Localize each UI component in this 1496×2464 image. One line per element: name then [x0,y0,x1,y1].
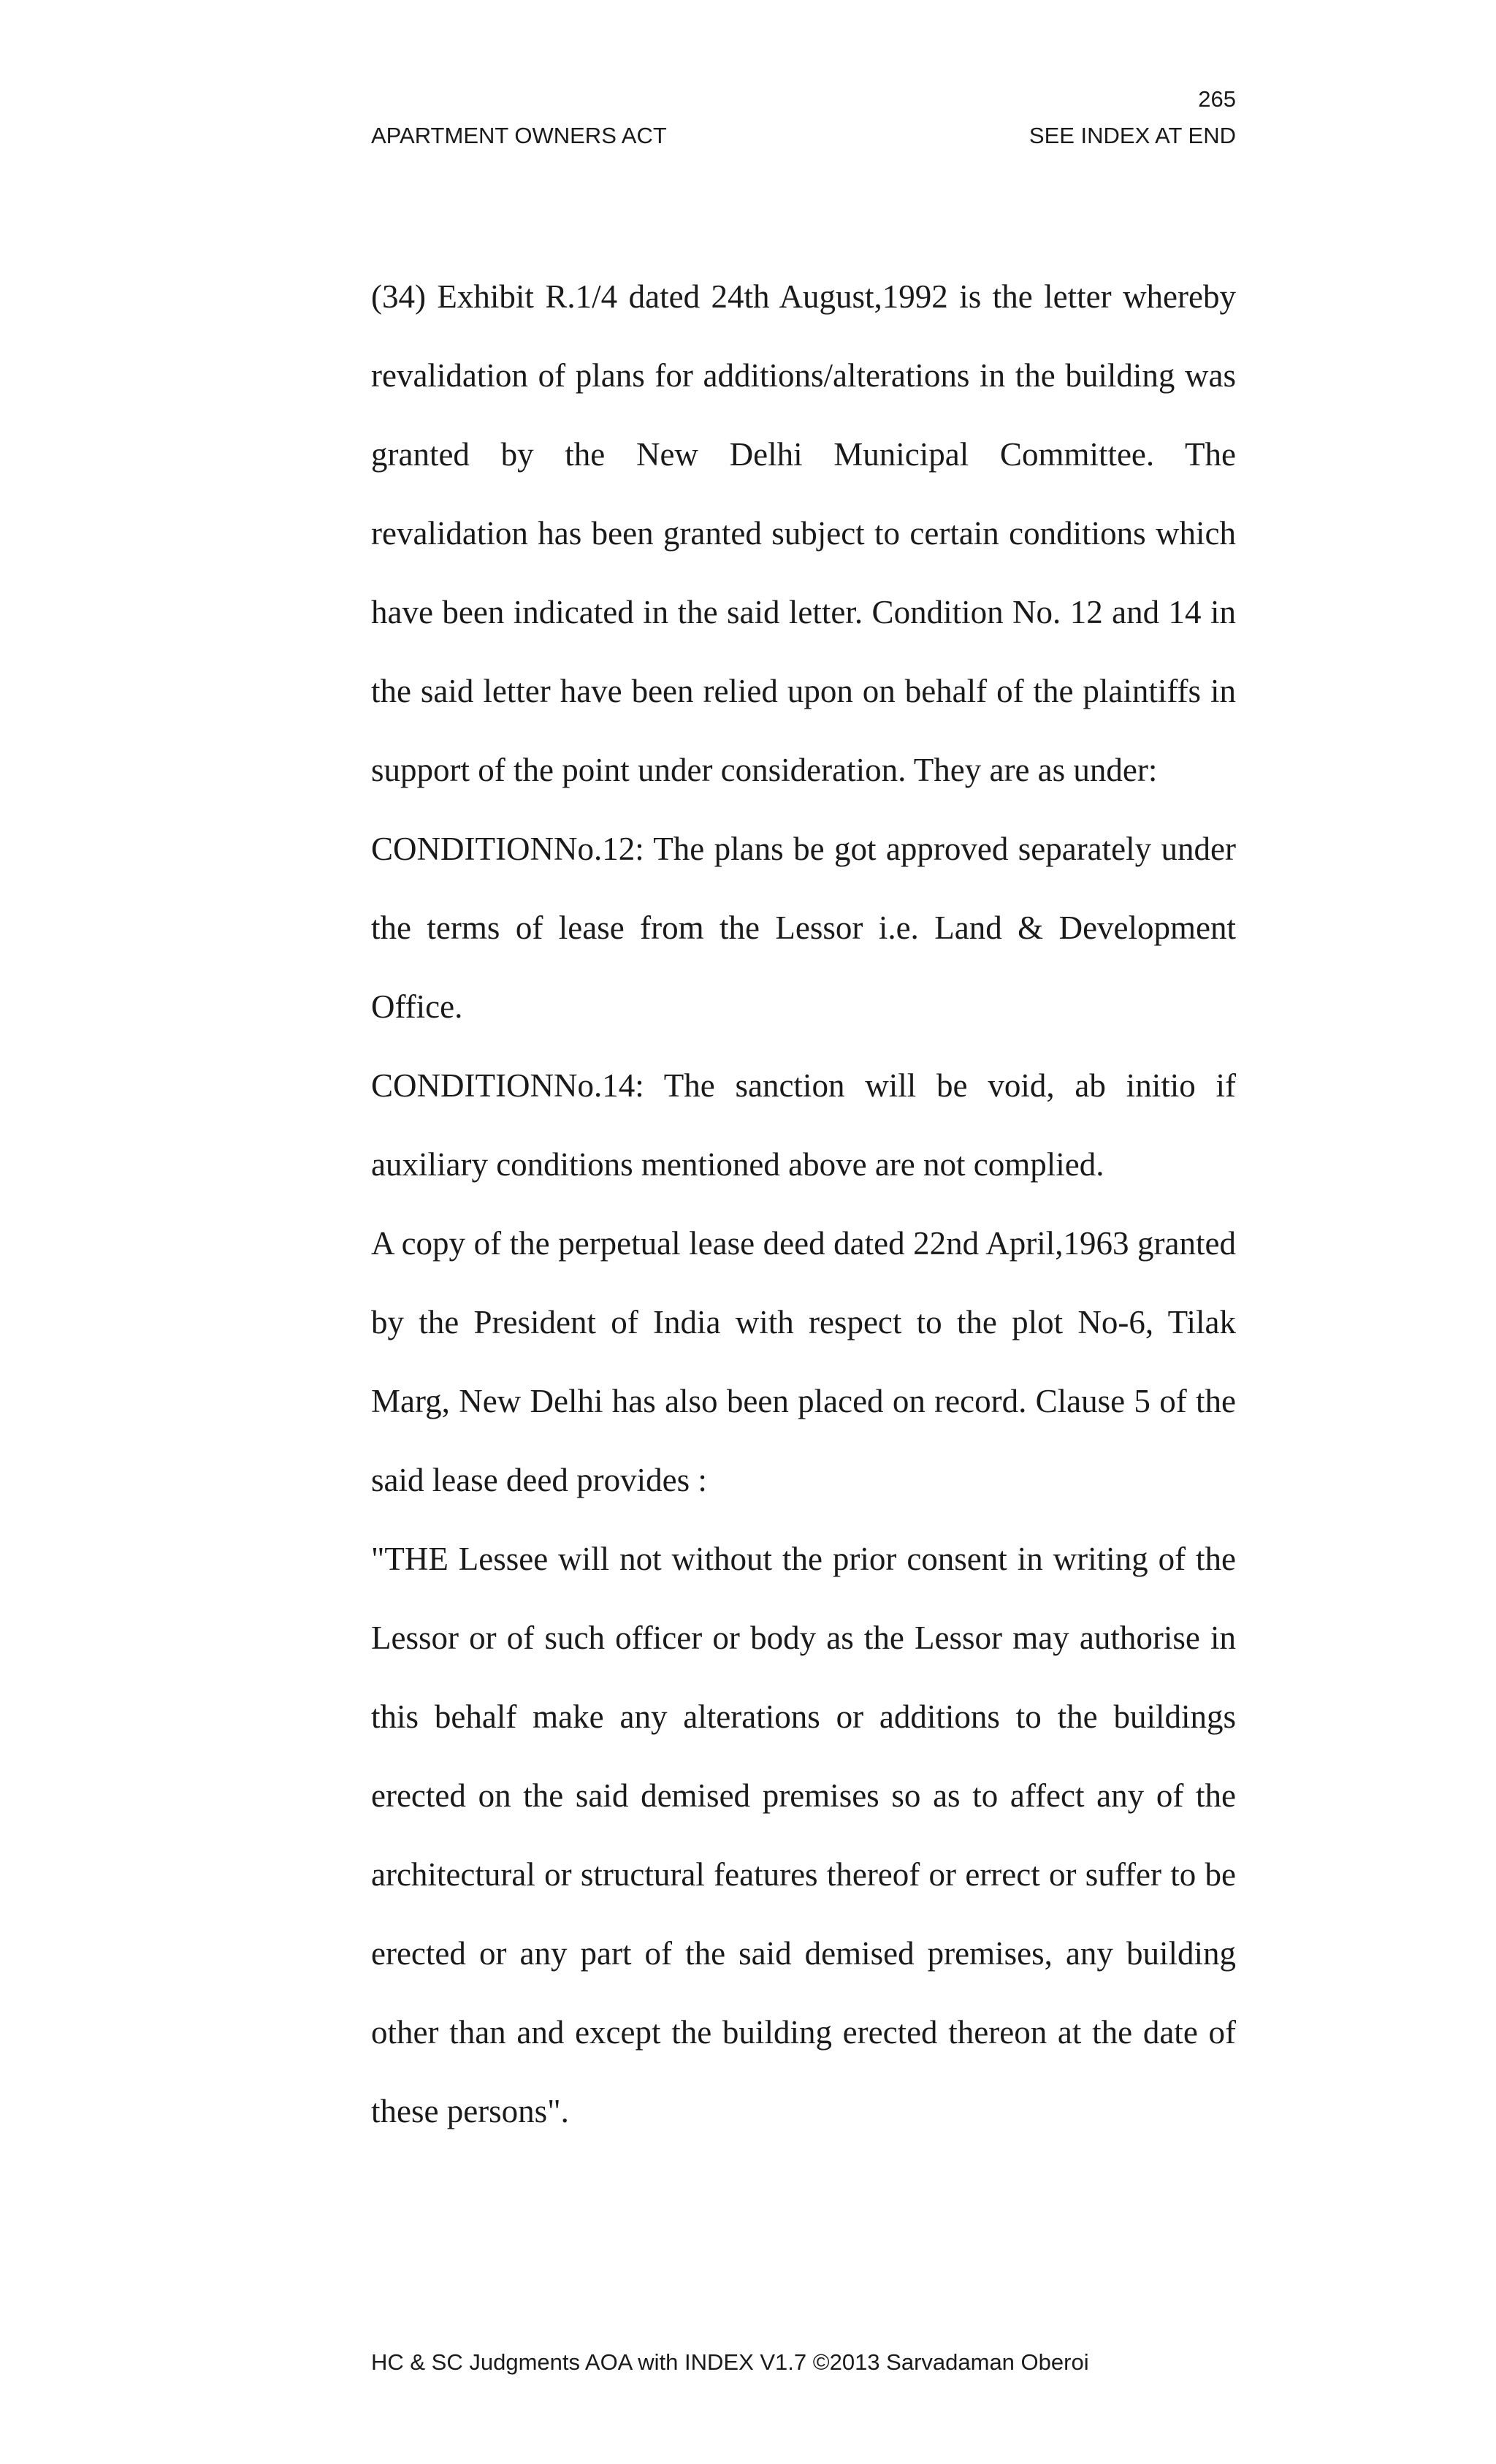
document-body [371,257,1236,2151]
page-number: 265 [1198,86,1236,112]
header-left-title: APARTMENT OWNERS ACT [371,123,667,148]
paragraph-exhibit: (34) Exhibit R.1/4 dated 24th August,1992 is the letter whereby revalidation of plans for additions/alterations in the building was granted by the New Delhi Municipal Committee. The revalidation has been granted subject to certain conditions which have been indicated in the said letter. Condition No. 12 and 14 in the said letter have been relied upon on behalf of the plaintiffs in support of the point under consideration. They are as under: [371,278,1236,788]
page-footer: HC & SC Judgments AOA with INDEX V1.7 ©2013 Sarvadaman Oberoi [371,2349,1089,2375]
paragraph-clause-quote: "THE Lessee will not without the prior consent in writing of the Lessor or of such officer or body as the Lessor may authorise in this behalf make any alterations or additions to the buildings erected on the said demised premises so as to affect any of the architectural or structural features thereof or errect or suffer to be erected or any part of the said demised premises, any building other than and except the building erected thereon at the date of these persons". [371,1541,1236,2129]
running-header [371,124,1236,147]
paragraph-condition-12: CONDITIONNo.12: The plans be got approved separately under the terms of lease from the Lessor i.e. Land & Development Office. [371,831,1236,1025]
header-right-note: SEE INDEX AT END [1028,123,1236,148]
paragraph-lease-deed: A copy of the perpetual lease deed dated 22nd April,1963 granted by the President of India with respect to the plot No-6, Tilak Marg, New Delhi has also been placed on record. Clause 5 of the said lease deed provides : [371,1225,1236,1498]
paragraph-condition-14: CONDITIONNo.14: The sanction will be void, ab initio if auxiliary conditions mentioned above are not complied. [371,1067,1236,1183]
